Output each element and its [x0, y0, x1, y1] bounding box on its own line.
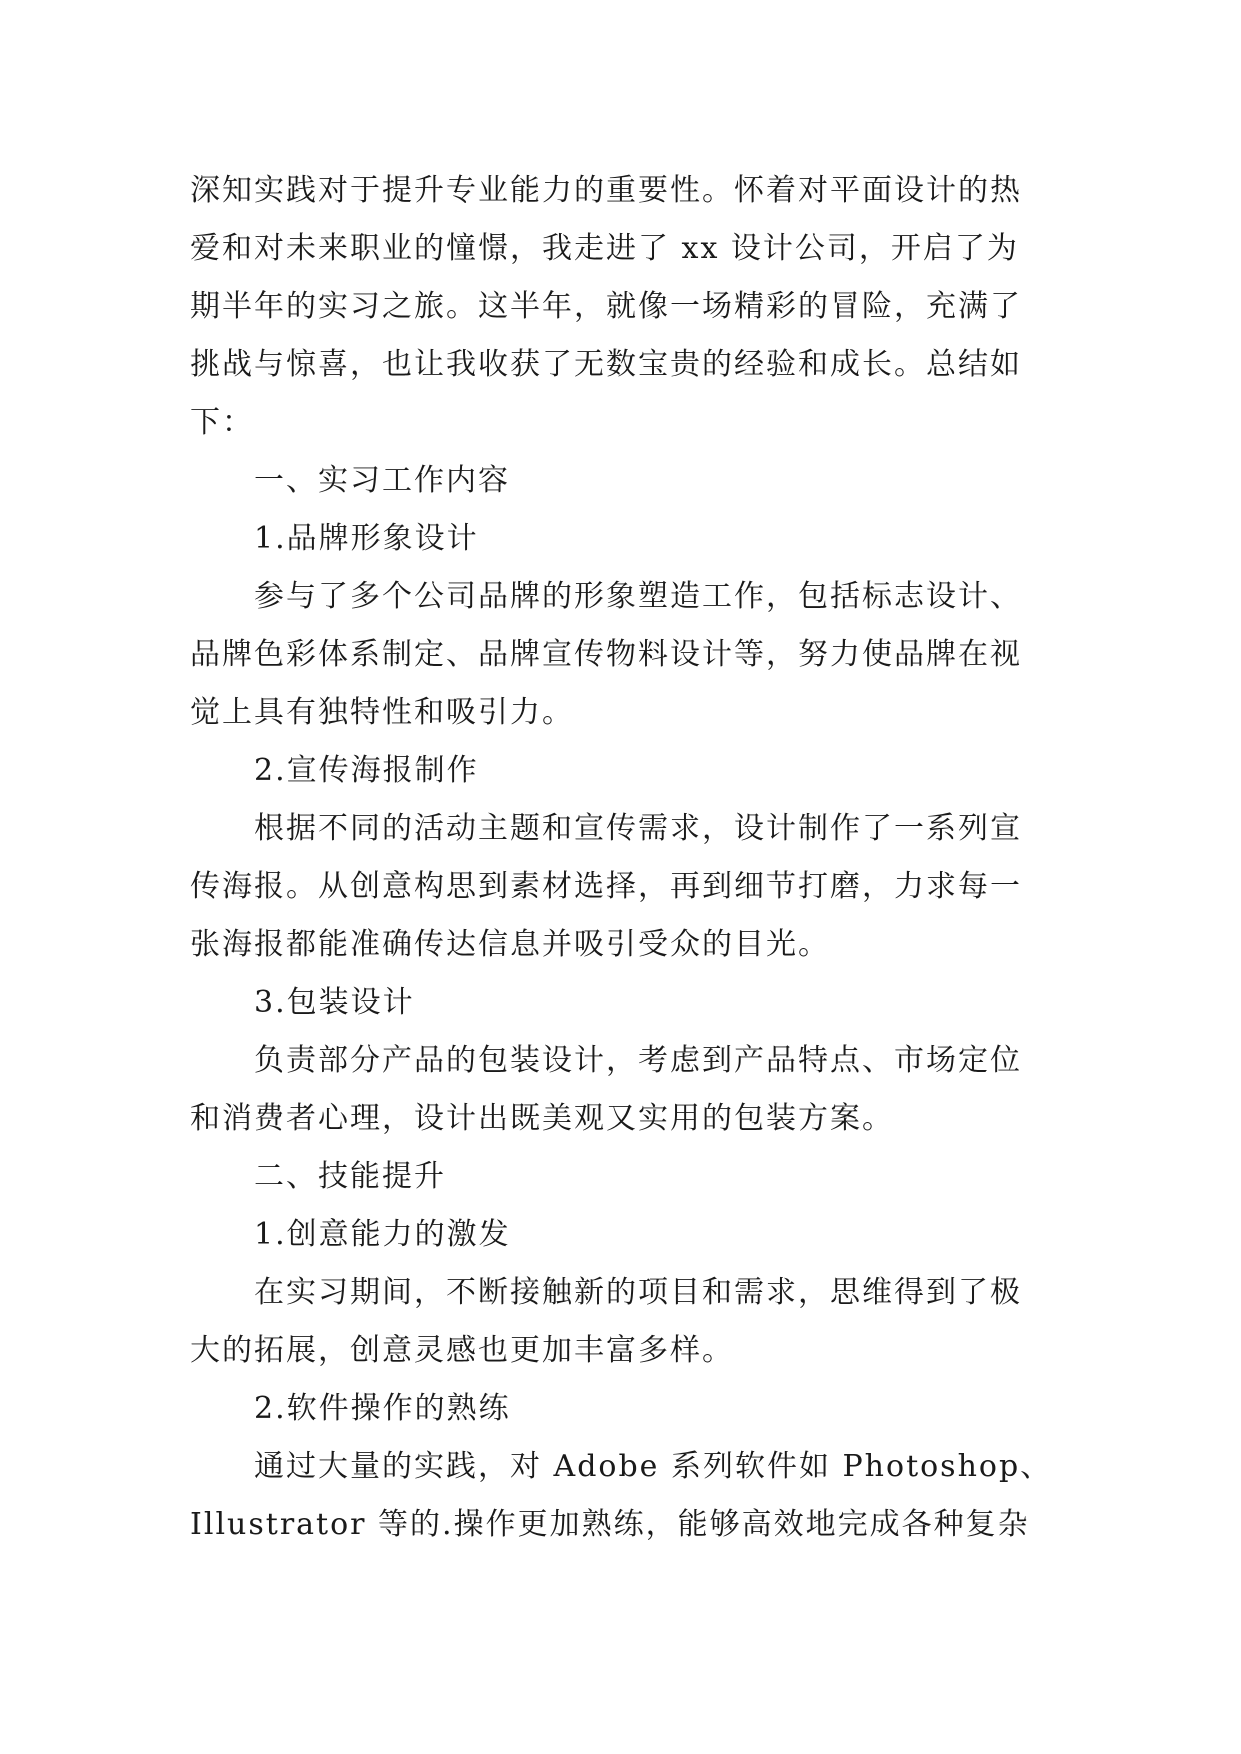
text-line: Illustrator 等的.操作更加熟练，能够高效地完成各种复杂: [190, 1507, 1030, 1542]
subsection-heading: 1.品牌形象设计: [254, 521, 479, 556]
text-line: 深知实践对于提升专业能力的重要性。怀着对平面设计的热: [190, 173, 1022, 208]
section-heading: 一、实习工作内容: [254, 463, 510, 498]
text-line: 挑战与惊喜，也让我收获了无数宝贵的经验和成长。总结如: [190, 347, 1022, 382]
subsection-heading: 2.软件操作的熟练: [254, 1391, 511, 1426]
text-line: 张海报都能准确传达信息并吸引受众的目光。: [190, 927, 830, 962]
text-line: 品牌色彩体系制定、品牌宣传物料设计等，努力使品牌在视: [190, 637, 1022, 672]
text-line: 负责部分产品的包装设计，考虑到产品特点、市场定位: [254, 1043, 1022, 1078]
text-line: 觉上具有独特性和吸引力。: [190, 695, 574, 730]
subsection-heading: 1.创意能力的激发: [254, 1217, 511, 1252]
text-line: 下：: [190, 405, 254, 440]
text-line: 在实习期间，不断接触新的项目和需求，思维得到了极: [254, 1275, 1022, 1310]
section-heading: 二、技能提升: [254, 1159, 446, 1194]
document-body: [190, 162, 1053, 1554]
text-line: 大的拓展，创意灵感也更加丰富多样。: [190, 1333, 734, 1368]
text-line: 期半年的实习之旅。这半年，就像一场精彩的冒险，充满了: [190, 289, 1022, 324]
text-line: 和消费者心理，设计出既美观又实用的包装方案。: [190, 1101, 894, 1136]
subsection-heading: 3.包装设计: [254, 985, 415, 1020]
text-line: 通过大量的实践，对 Adobe 系列软件如 Photoshop、: [254, 1449, 1053, 1484]
text-line: 传海报。从创意构思到素材选择，再到细节打磨，力求每一: [190, 869, 1022, 904]
subsection-heading: 2.宣传海报制作: [254, 753, 479, 788]
text-line: 爱和对未来职业的憧憬，我走进了 xx 设计公司，开启了为: [190, 231, 1019, 266]
text-line: 参与了多个公司品牌的形象塑造工作，包括标志设计、: [254, 579, 1022, 614]
text-line: 根据不同的活动主题和宣传需求，设计制作了一系列宣: [254, 811, 1022, 846]
